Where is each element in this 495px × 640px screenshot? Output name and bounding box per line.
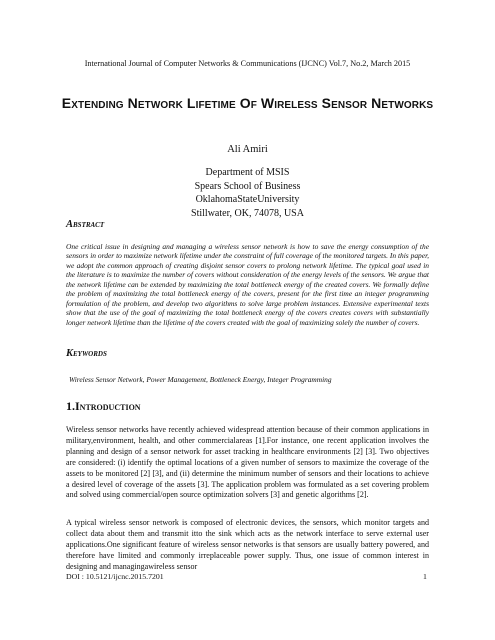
introduction-heading: 1.Introduction <box>66 399 141 413</box>
journal-header: International Journal of Computer Networks & Communications (IJCNC) Vol.7, No.2, March 2015 <box>84 59 411 68</box>
author-school: Spears School of Business <box>194 180 301 192</box>
author-address: Stillwater, OK, 74078, USA <box>191 207 304 219</box>
introduction-paragraph: Wireless sensor networks have recently achieved widespread attention because of their common applications in military,environment, health, and other commercialareas [1].For instance, one recent application involves the planning and design of a sensor network for asset tracking in healthcare environments [2] [3]. Two objectives are considered: (i) identify the optimal locations of a given number of sensors to maximize the coverage of the assets to be monitored [2] [3], and (ii) determine the minimum number of sensors and their locations to achieve a desired level of coverage of the assets [3]. The application problem was formulated as a set covering problem and solved using commercial/open source optimization solvers [3] and genetic algorithms [2]. <box>66 425 429 500</box>
author-name: Ali Amiri <box>227 144 268 155</box>
author-department: Department of MSIS <box>205 167 290 178</box>
author-affiliation <box>0 166 495 220</box>
paper-title: Extending Network Lifetime Of Wireless Sensor Networks <box>61 95 434 111</box>
doi-link[interactable]: DOI : 10.5121/ijcnc.2015.7201 <box>66 572 164 581</box>
abstract-text: One critical issue in designing and managing a wireless sensor network is how to save the energy consumption of the sensors in order to maximize network lifetime under the constraint of full coverage of the monitored targets. In this paper, we adopt the common approach of creating disjoint sensor covers to prolong network lifetime. The typical goal used in the literature is to maximize the number of covers without consideration of the energy levels of the sensors. We argue that the network lifetime can be extended by maximizing the total bottleneck energy of the created covers. We formally define the problem of maximizing the total bottleneck energy of the covers, present for the first time an integer programming formulation of the problem, and develop two algorithms to solve large problem instances. Extensive experimental texts show that the use of the goal of maximizing the total bottleneck energy of the covers creates covers with substantially longer network lifetime than the lifetime of the covers created with the goal of maximizing solely the number of covers. <box>66 242 429 327</box>
keywords-text: Wireless Sensor Network, Power Management, Bottleneck Energy, Integer Programming <box>69 375 332 384</box>
introduction-paragraph: A typical wireless sensor network is composed of electronic devices, the sensors, which monitor targets and collect data about them and transmit itto the sink which acts as the network interface to serve external user applications.One significant feature of wireless sensor networks is that sensors are usually battery powered, and therefore have limited and commonly irreplaceable power supply. Thus, one issue of common interest in designing and managingawireless sensor <box>66 518 429 571</box>
page-number: 1 <box>423 572 427 581</box>
keywords-heading: Keywords <box>66 348 107 359</box>
author-university: OklahomaStateUniversity <box>195 194 300 205</box>
abstract-heading: Abstract <box>66 219 105 230</box>
